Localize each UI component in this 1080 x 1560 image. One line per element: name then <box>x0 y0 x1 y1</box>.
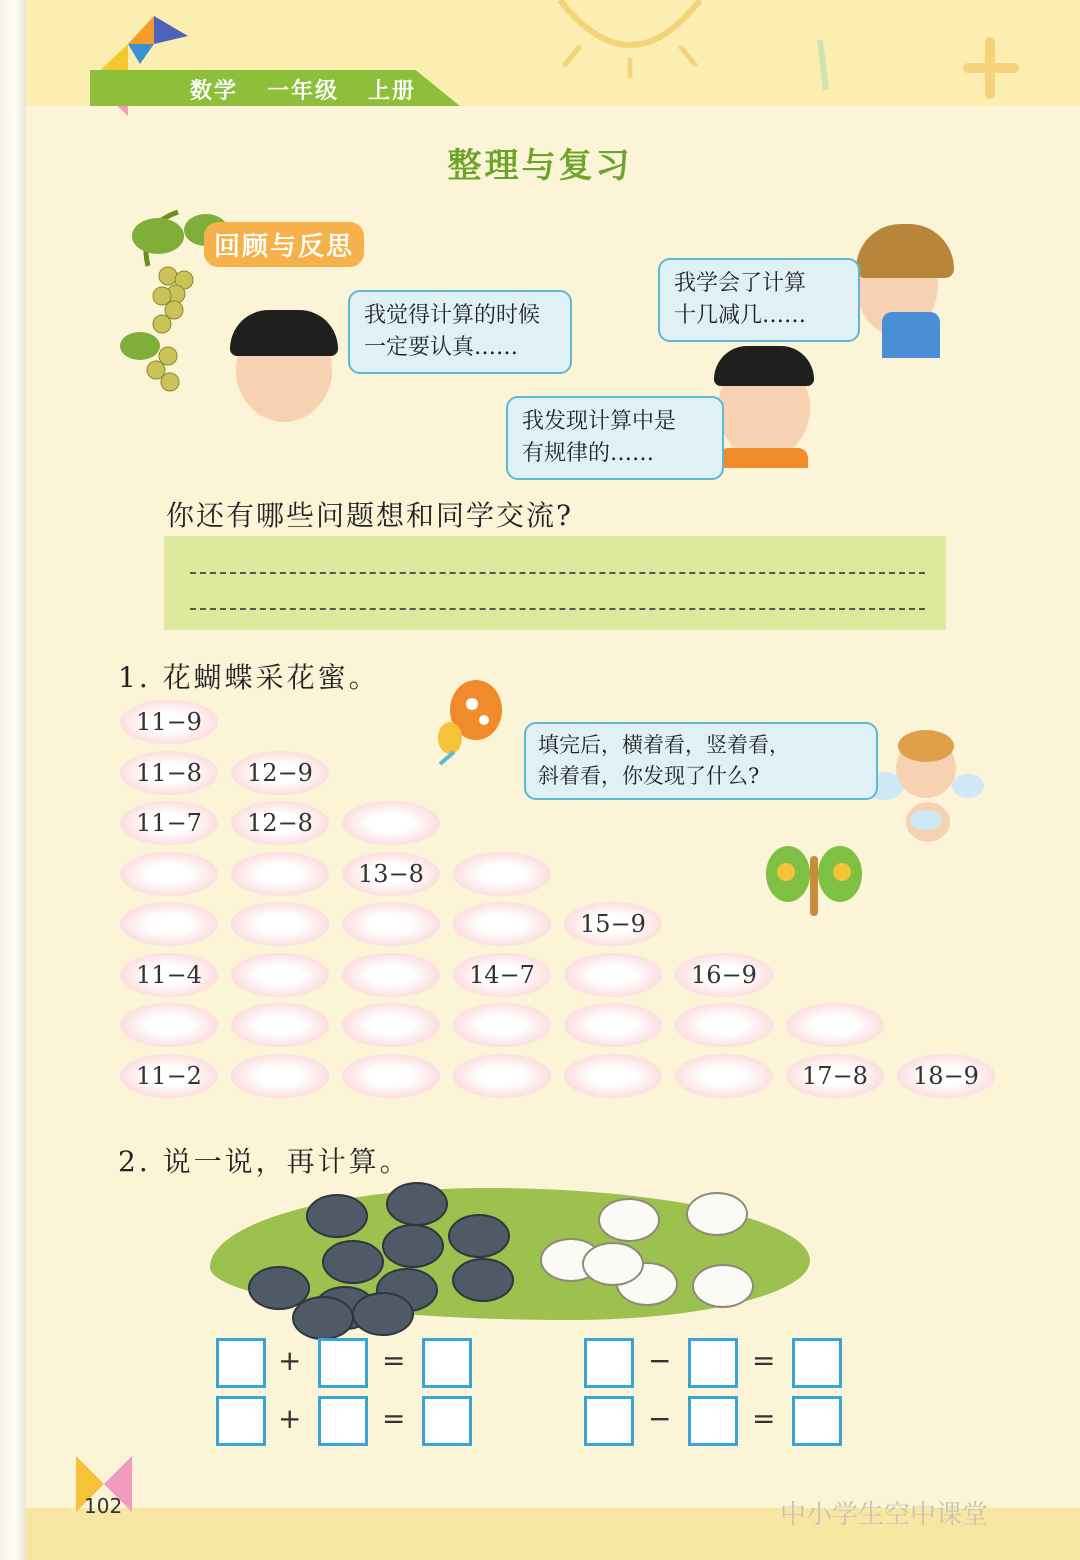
flower-cell[interactable] <box>120 1003 218 1047</box>
answer-box[interactable] <box>584 1396 634 1446</box>
flower-cell[interactable] <box>342 1003 440 1047</box>
flower-cell[interactable] <box>342 1054 440 1098</box>
boy-hair <box>714 346 814 386</box>
black-sheep <box>306 1194 368 1238</box>
answer-box[interactable] <box>216 1338 266 1388</box>
flower-cell[interactable] <box>120 902 218 946</box>
black-sheep <box>382 1224 444 1268</box>
flower-cell: 17−8 <box>786 1054 884 1098</box>
flower-cell: 13−8 <box>342 852 440 896</box>
page-number: 102 <box>84 1494 123 1518</box>
flower-cell[interactable] <box>120 852 218 896</box>
flower-cell[interactable] <box>231 852 329 896</box>
section-2-title: 2. 说一说，再计算。 <box>118 1145 411 1178</box>
flower-cell: 11−2 <box>120 1054 218 1098</box>
answer-box[interactable] <box>216 1396 266 1446</box>
flower-cell: 16−9 <box>675 953 773 997</box>
flower-cell: 14−7 <box>453 953 551 997</box>
black-sheep <box>322 1240 384 1284</box>
flower-cell[interactable] <box>231 1054 329 1098</box>
green-butterfly-icon <box>764 840 864 930</box>
flower-cell[interactable] <box>675 1054 773 1098</box>
flower-cell: 11−9 <box>120 700 218 744</box>
flower-cell: 11−7 <box>120 801 218 845</box>
discussion-question: 你还有哪些问题想和同学交流? <box>166 499 574 532</box>
hint-bubble: 填完后，横着看，竖着看， 斜着看，你发现了什么? <box>524 722 878 800</box>
boy-shirt <box>718 448 808 468</box>
answer-box[interactable] <box>318 1396 368 1446</box>
watermark: 中小学生空中课堂 <box>780 1500 989 1530</box>
equals-sign: = <box>752 1344 776 1377</box>
answer-area[interactable] <box>164 536 946 630</box>
minus-sign: − <box>648 1344 672 1377</box>
equals-sign: = <box>382 1344 406 1377</box>
equals-sign: = <box>382 1402 406 1435</box>
plus-sign: + <box>278 1344 302 1377</box>
girl-right-hair <box>856 224 954 278</box>
speech-bubble-girl-left: 我觉得计算的时候 一定要认真…… <box>348 290 572 374</box>
page-spine <box>0 0 26 1560</box>
flower-cell: 15−9 <box>564 902 662 946</box>
answer-line <box>190 572 925 574</box>
girl-right-shirt <box>882 312 940 358</box>
answer-box[interactable] <box>792 1396 842 1446</box>
flower-cell[interactable] <box>231 902 329 946</box>
flower-cell: 12−8 <box>231 801 329 845</box>
answer-box[interactable] <box>422 1338 472 1388</box>
equals-sign: = <box>752 1402 776 1435</box>
minus-sign: − <box>648 1402 672 1435</box>
doodle-icon <box>800 30 1040 100</box>
flower-cell[interactable] <box>564 1054 662 1098</box>
flower-cell[interactable] <box>564 1003 662 1047</box>
speech-bubble-boy: 我发现计算中是 有规律的…… <box>506 396 724 480</box>
white-sheep <box>692 1264 754 1308</box>
flower-cell: 11−4 <box>120 953 218 997</box>
flower-cell[interactable] <box>231 953 329 997</box>
speech-bubble-girl-right: 我学会了计算 十几减几…… <box>658 258 860 342</box>
answer-box[interactable] <box>688 1396 738 1446</box>
sun-sketch-icon <box>540 0 720 80</box>
flower-cell[interactable] <box>342 953 440 997</box>
answer-box[interactable] <box>584 1338 634 1388</box>
section-1-title: 1. 花蝴蝶采花蜜。 <box>118 661 380 694</box>
white-sheep <box>582 1242 644 1286</box>
header-title: 数学 一年级 上册 <box>190 79 417 104</box>
answer-box[interactable] <box>688 1338 738 1388</box>
answer-box[interactable] <box>318 1338 368 1388</box>
flower-cell: 18−9 <box>897 1054 995 1098</box>
white-sheep <box>686 1192 748 1236</box>
plus-sign: + <box>278 1402 302 1435</box>
answer-box[interactable] <box>422 1396 472 1446</box>
black-sheep <box>292 1296 354 1340</box>
flower-cell[interactable] <box>342 902 440 946</box>
flower-cell[interactable] <box>675 1003 773 1047</box>
black-sheep <box>452 1258 514 1302</box>
black-sheep <box>386 1182 448 1226</box>
flower-cell: 12−9 <box>231 751 329 795</box>
flower-cell[interactable] <box>342 801 440 845</box>
flower-cell[interactable] <box>786 1003 884 1047</box>
flower-cell: 11−8 <box>120 751 218 795</box>
answer-line <box>190 608 925 610</box>
answer-box[interactable] <box>792 1338 842 1388</box>
angel-icon <box>864 716 984 856</box>
flower-cell[interactable] <box>564 953 662 997</box>
white-sheep <box>598 1198 660 1242</box>
page-title: 整理与复习 <box>447 146 633 186</box>
flower-cell[interactable] <box>453 852 551 896</box>
review-label: 回顾与反思 <box>204 222 364 267</box>
flower-cell[interactable] <box>453 902 551 946</box>
butterfly-icon <box>420 676 504 776</box>
flower-cell[interactable] <box>231 1003 329 1047</box>
black-sheep <box>448 1214 510 1258</box>
flower-cell[interactable] <box>453 1054 551 1098</box>
black-sheep <box>352 1292 414 1336</box>
flower-cell[interactable] <box>453 1003 551 1047</box>
girl-left-hair <box>230 310 338 356</box>
